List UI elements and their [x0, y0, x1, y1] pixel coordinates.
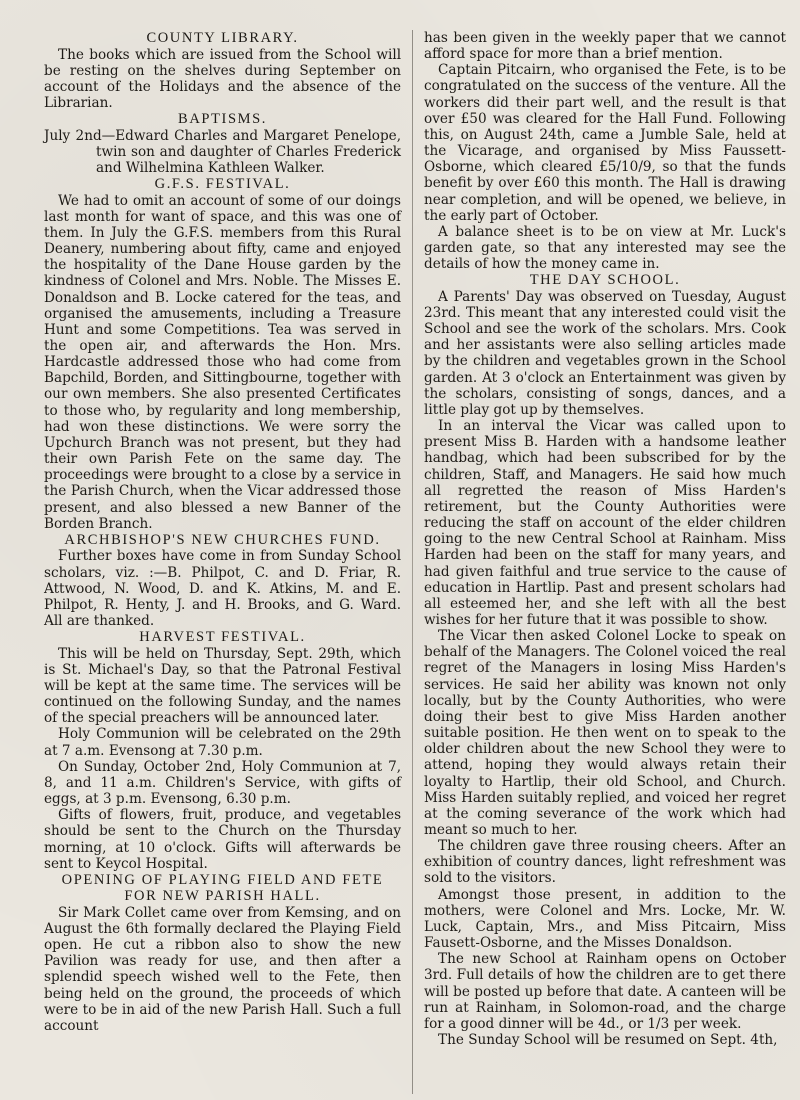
section-heading-county-library: COUNTY LIBRARY. [146, 30, 299, 46]
playing-field-paragraph: Sir Mark Collet came over from Kemsing, and on August the 6th formally declared the Playing Field open. He cut a ribbon also to show the new Pavilion was ready for use, and then after a splendid speech wished well to the Fete, then being held on the ground, the proceeds of which were to be in aid of the new Parish Hall. Such a full account [44, 904, 402, 1034]
harvest-festival-paragraph-3: On Sunday, October 2nd, Holy Communion at 7, 8, and 11 a.m. Children's Service, with gifts of eggs, at 3 p.m. Evensong, 6.30 p.m. [44, 758, 402, 808]
left-column [44, 30, 412, 1094]
right-column [413, 30, 786, 1094]
section-heading-archbishops-fund: ARCHBISHOP'S NEW CHURCHES FUND. [64, 531, 381, 548]
day-school-paragraph-2: In an interval the Vicar was called upon to present Miss B. Harden with a handsome leather handbag, which had been subscribed for by the children, Staff, and Managers. He said how much all regretted the reason of Miss Harden's retirement, but the County Authorities were reducing the staff on account of the elder children going to the new Central School at Rainham. Miss Harden had been on the staff for many years, and had given faithful and true service to the cause of education in Hartlip. Past and present scholars had all esteemed her, and she left with all the best wishes for her future that it was possible to show. [424, 418, 786, 628]
section-heading-baptisms: BAPTISMS. [178, 111, 267, 128]
harvest-festival-paragraph-4: Gifts of flowers, fruit, produce, and vegetables should be sent to the Church on the Thursday morning, at 10 o'clock. Gifts will afterwards be sent to Keycol Hospital. [44, 807, 402, 872]
day-school-paragraph-7: The Sunday School will be resumed on Sept. 4th, [438, 1032, 778, 1049]
day-school-paragraph-3: The Vicar then asked Colonel Locke to speak on behalf of the Managers. The Colonel voiced the real regret of the Managers in losing Miss Harden's services. He said her ability was known not only locally, but by the County Authorities, who were doing their best to give Miss Harden another suitable position. He then went on to speak to the older children about the new School they were to attend, hoping they would always retain their loyalty to Hartlip, their old School, and Church. Miss Harden suitably replied, and voiced her regret at the coming severance of the work which had meant so much to her. [424, 628, 786, 838]
column-divider [412, 30, 413, 1094]
day-school-paragraph-1: A Parents' Day was observed on Tuesday, August 23rd. This meant that any interested could visit the School and see the work of the scholars. Mrs. Cook and her assistants were also selling articles made by the children and vegetables grown in the School garden. At 3 o'clock an Entertainment was given by the scholars, consisting of songs, dances, and a little play got up by themselves. [424, 288, 786, 418]
section-heading-day-school: THE DAY SCHOOL. [529, 272, 681, 289]
section-heading-playing-field-line-2: FOR NEW PARISH HALL. [124, 888, 321, 905]
day-school-paragraph-4: The children gave three rousing cheers. After an exhibition of country dances, light refreshment was sold to the visitors. [424, 838, 786, 887]
section-heading-gfs-festival: G.F.S. FESTIVAL. [154, 176, 291, 193]
section-heading-harvest-festival: HARVEST FESTIVAL. [139, 629, 306, 646]
county-library-paragraph: The books which are issued from the School will be resting on the shelves during September on account of the Holidays and the absence of the Librarian. [44, 46, 402, 111]
harvest-festival-paragraph-1: This will be held on Thursday, Sept. 29th, which is St. Michael's Day, so that the Patronal Festival will be kept at the same time. The services will be continued on the following Sunday, and the names of the special preachers will be announced later. [44, 645, 402, 727]
fete-paragraph-1: Captain Pitcairn, who organised the Fete, is to be congratulated on the success of the venture. All the workers did their part well, and the result is that over £50 was cleared for the Hall Fund. Following this, on August 24th, came a Jumble Sale, held at the Vicarage, and organised by Miss Faussett-Osborne, which cleared £5/10/9, so that the funds benefit by over £60 this month. The Hall is drawing near completion, and will be opened, we believe, in the early part of October. [424, 62, 786, 224]
archbishops-fund-paragraph: Further boxes have come in from Sunday School scholars, viz. :—B. Philpot, C. and D. Friar, R. Attwood, N. Wood, D. and K. Atkins, M. and E. Philpot, R. Henty, J. and H. Brooks, and G. Ward. All are thanked. [44, 548, 402, 629]
harvest-festival-paragraph-2: Holy Communion will be celebrated on the 29th at 7 a.m. Evensong at 7.30 p.m. [44, 726, 402, 759]
baptisms-entry: July 2nd—Edward Charles and Margaret Penelope, twin son and daughter of Charles Frederick and Wilhelmina Kathleen Walker. [44, 127, 402, 176]
gfs-festival-paragraph: We had to omit an account of some of our doings last month for want of space, and this was one of them. In July the G.F.S. members from this Rural Deanery, numbering about fifty, came and enjoyed the hospitality of the Dane House garden by the kindness of Colonel and Mrs. Noble. The Misses E. Donaldson and B. Locke catered for the teas, and organised the amusements, including a Treasure Hunt and some Competitions. Tea was served in the open air, and afterwards the Hon. Mrs. Hardcastle addressed those who had come from Bapchild, Borden, and Sittingbourne, together with our own members. She also presented Certificates to those who, by regularity and long membership, had won these distinctions. We were sorry the Upchurch Branch was not present, but they had their own Parish Fete on the same day. The proceedings were brought to a close by a service in the Parish Church, when the Vicar addressed those present, and also blessed a new Banner of the Borden Branch. [44, 192, 402, 532]
playing-field-continuation: has been given in the weekly paper that we cannot afford space for more than a brief mention. [424, 30, 786, 63]
section-heading-playing-field: OPENING OF PLAYING FIELD AND FETE [61, 871, 384, 888]
day-school-paragraph-5: Amongst those present, in addition to the mothers, were Colonel and Mrs. Locke, Mr. W. Luck, Captain, Mrs., and Miss Pitcairn, Miss Fausett-Osborne, and the Misses Donaldson. [424, 886, 786, 952]
day-school-paragraph-6: The new School at Rainham opens on October 3rd. Full details of how the children are to get there will be posted up before that date. A canteen will be run at Rainham, in Solomon-road, and the charge for a good dinner will be 4d., or 1/3 per week. [424, 951, 786, 1032]
fete-paragraph-2: A balance sheet is to be on view at Mr. Luck's garden gate, so that any interested may see the details of how the money came in. [424, 223, 786, 273]
